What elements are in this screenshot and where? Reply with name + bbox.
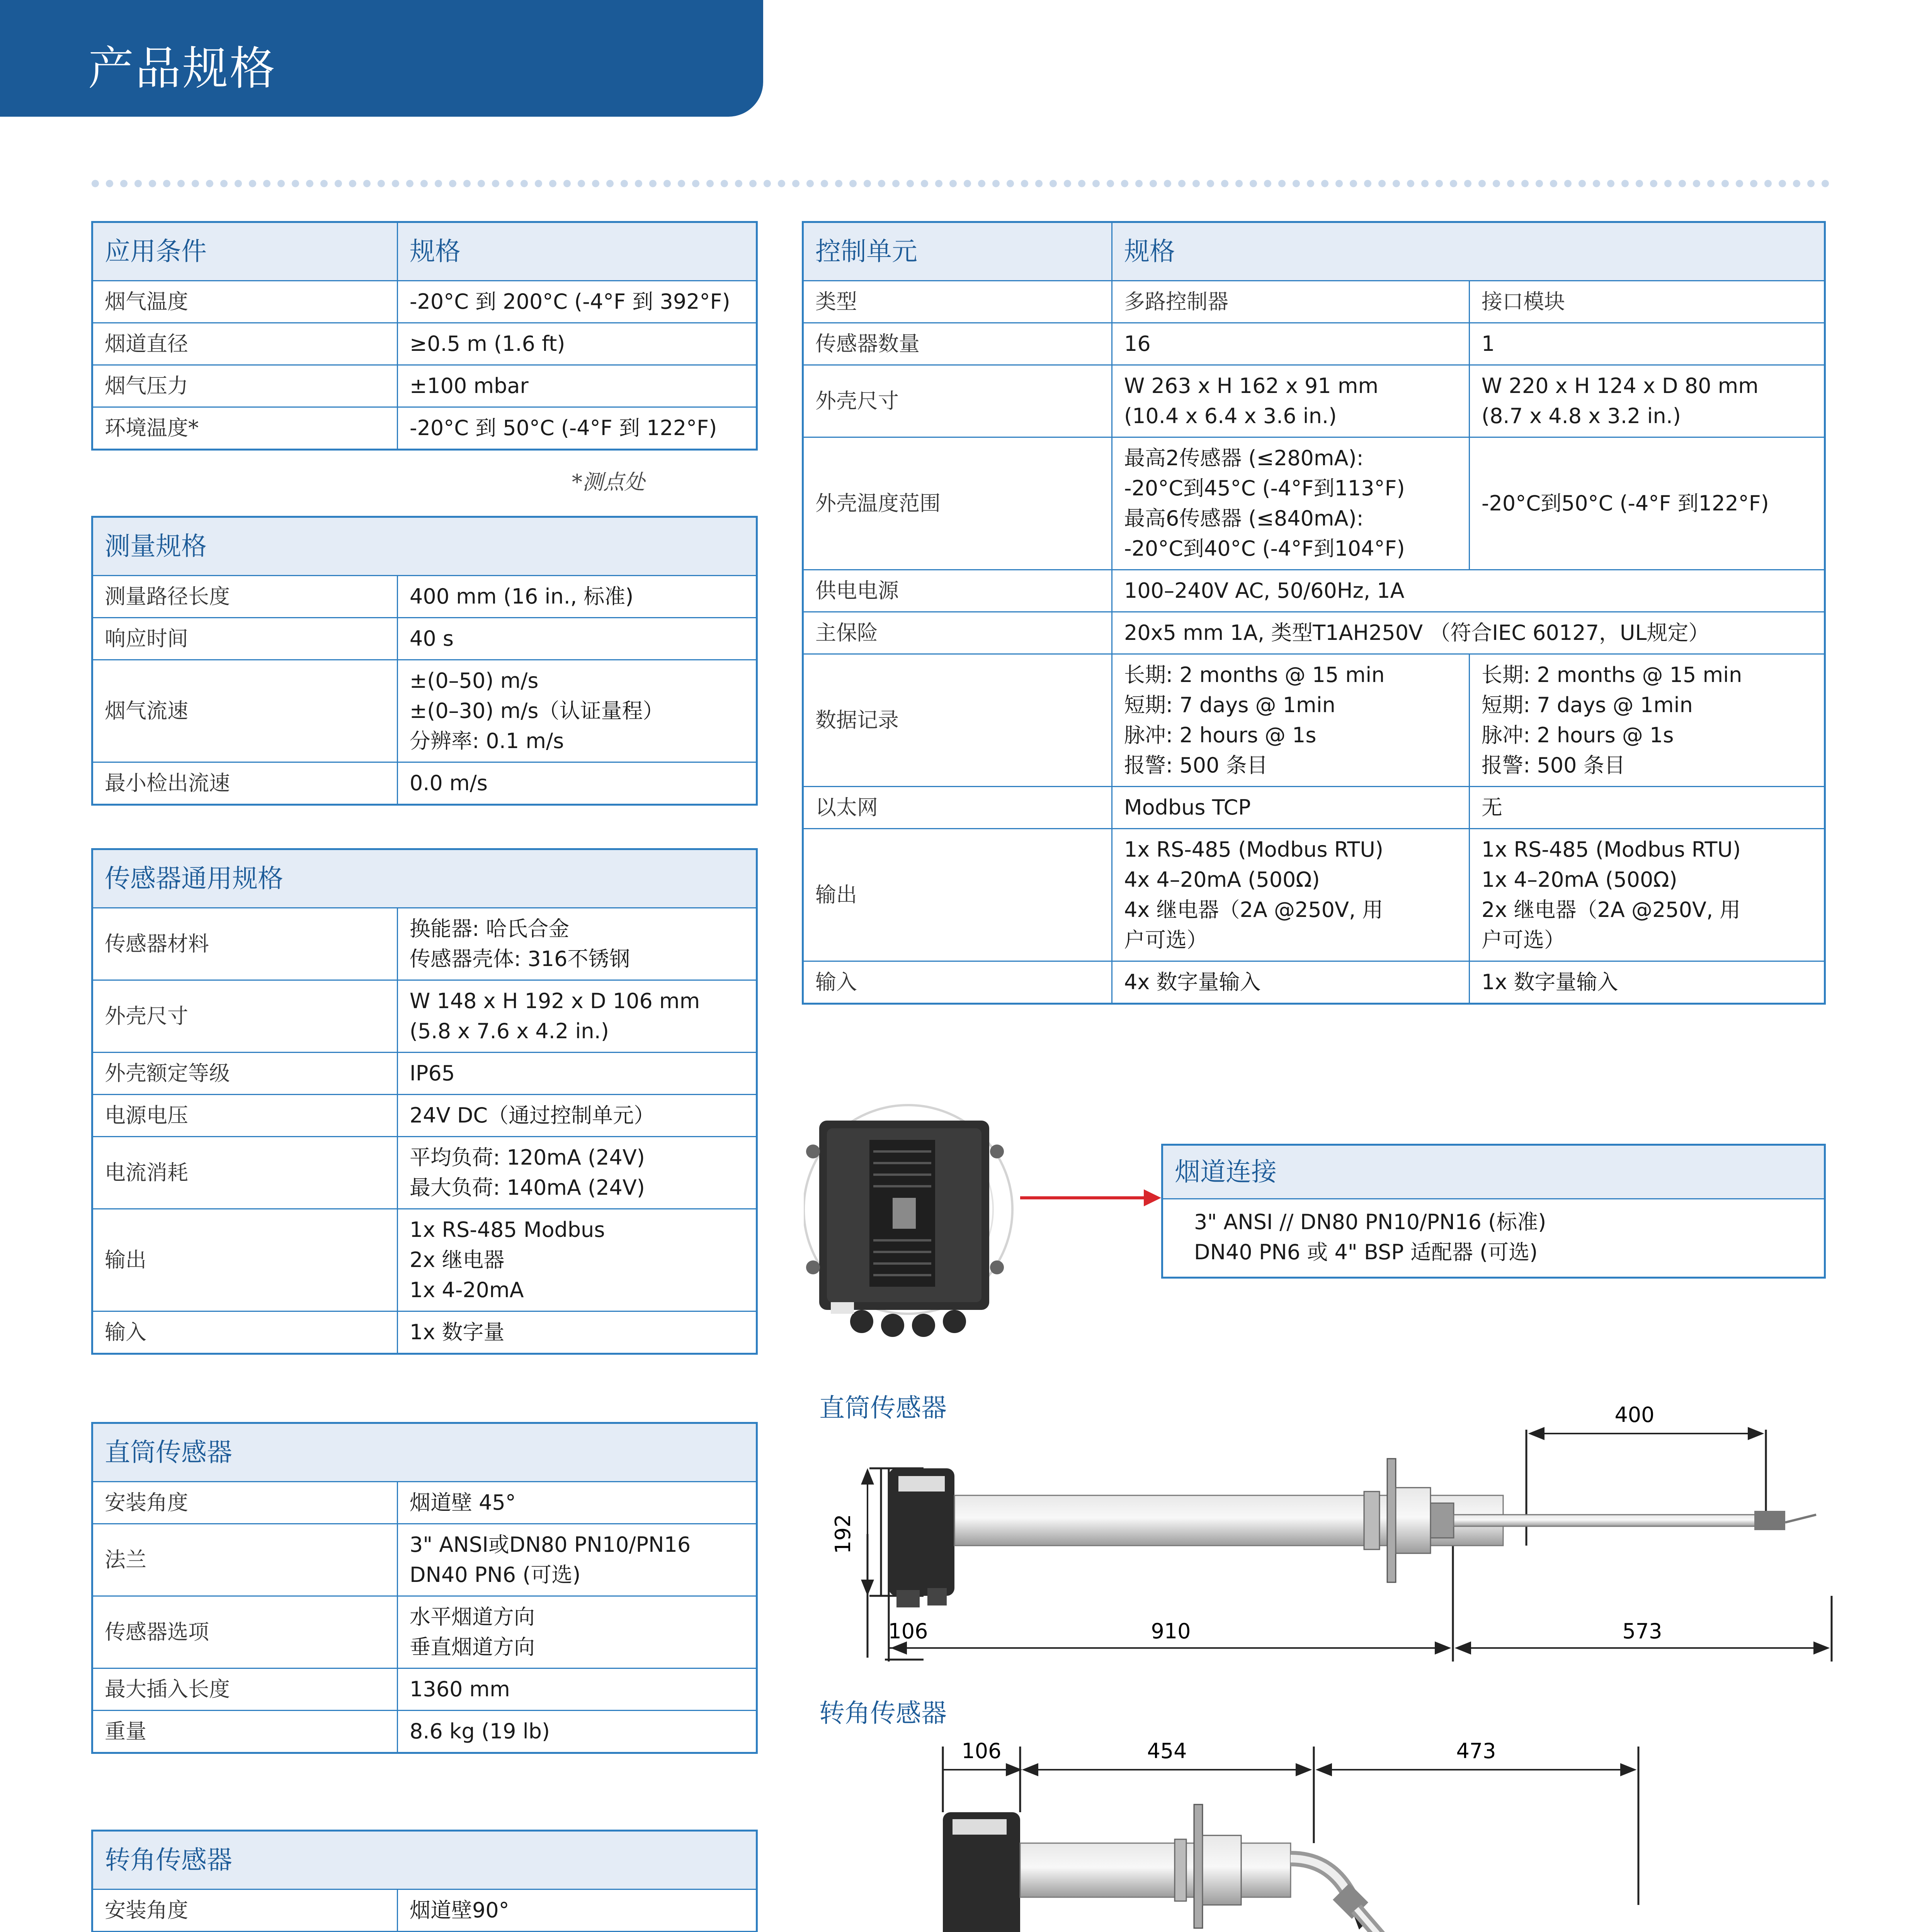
cell-line: 4x 4–20mA (500Ω) <box>1124 867 1320 892</box>
table-row <box>803 787 1825 829</box>
cell-line: 长期: 2 months @ 15 min <box>1482 663 1742 687</box>
cell-line: 分辨率: 0.1 m/s <box>410 729 564 753</box>
row-label: 供电电源 <box>803 570 1112 612</box>
cell-line: ±(0–50) m/s <box>410 668 539 693</box>
table-header: 控制单元 <box>803 222 1112 281</box>
table-row <box>92 1137 757 1209</box>
row-label: 传感器选项 <box>92 1596 398 1668</box>
cell-line: 1x 4-20mA <box>410 1278 524 1302</box>
cell-line: ±(0–30) m/s（认证量程） <box>410 699 664 723</box>
row-label: 测量路径长度 <box>92 576 398 618</box>
angled-sensor-title: 转角传感器 <box>819 1698 947 1728</box>
cell-line: 脉冲: 2 hours @ 1s <box>1482 723 1674 747</box>
cell-line: (5.8 x 7.6 x 4.2 in.) <box>410 1019 609 1043</box>
cell-line: Modbus TCP <box>1124 795 1251 820</box>
table-row <box>92 762 757 805</box>
dotted-divider <box>88 178 1831 189</box>
row-label: 烟气流速 <box>92 660 398 762</box>
cell-line: 平均负荷: 120mA (24V) <box>410 1145 645 1170</box>
cell-line: 20x5 mm 1A, 类型T1AH250V （符合IEC 60127，UL规定） <box>1124 621 1709 645</box>
page-title: 产品规格 <box>88 42 277 95</box>
row-value-interface <box>1470 829 1825 961</box>
row-value <box>398 980 757 1053</box>
duct-connection-table <box>1161 1144 1826 1279</box>
row-value-interface <box>1470 365 1825 437</box>
cell-line: 长期: 2 months @ 15 min <box>1124 663 1385 687</box>
row-value-controller <box>1112 787 1470 829</box>
row-value <box>398 1596 757 1668</box>
table-row <box>803 961 1825 1004</box>
cell-line: 1x 数字量 <box>410 1320 505 1344</box>
row-value-controller <box>1112 829 1470 961</box>
duct-line: DN40 PN6 或 4" BSP 适配器 (可选) <box>1194 1240 1538 1264</box>
row-label: 电流消耗 <box>92 1137 398 1209</box>
cell-line: 烟道壁90° <box>410 1898 509 1922</box>
cell-line: W 220 x H 124 x D 80 mm <box>1482 374 1759 398</box>
table-row <box>92 576 757 618</box>
row-value <box>398 1711 757 1753</box>
cell-line: 脉冲: 2 hours @ 1s <box>1124 723 1317 747</box>
table-row <box>92 1053 757 1095</box>
cell-line: 24V DC（通过控制单元） <box>410 1103 655 1128</box>
row-value-interface <box>1470 323 1825 365</box>
table-row <box>92 1095 757 1137</box>
table-row <box>92 1668 757 1711</box>
row-value: -20°C 到 50°C (-4°F 到 122°F) <box>398 407 757 450</box>
table-row <box>803 654 1825 787</box>
table-row <box>92 365 757 407</box>
cell-line: 4x 继电器（2A @250V, 用 <box>1124 898 1383 922</box>
row-value: ≥0.5 m (1.6 ft) <box>398 323 757 365</box>
row-value <box>1112 570 1825 612</box>
cell-line: 1x RS-485 (Modbus RTU) <box>1482 837 1741 862</box>
table-row <box>803 570 1825 612</box>
table-row <box>92 660 757 762</box>
cell-line: 短期: 7 days @ 1min <box>1124 693 1335 717</box>
cell-line: -20°C到50°C (-4°F 到122°F) <box>1482 491 1769 515</box>
cell-line: 400 mm (16 in., 标准) <box>410 584 634 609</box>
cell-line: 最高2传感器 (≤280mA): <box>1124 446 1364 470</box>
row-label: 外壳温度范围 <box>803 437 1112 570</box>
angled-sensor-table <box>91 1830 758 1932</box>
row-label: 输入 <box>803 961 1112 1004</box>
row-value: ±100 mbar <box>398 365 757 407</box>
application-conditions-table <box>91 221 758 451</box>
dim-c: 573 <box>1622 1619 1662 1643</box>
table-row <box>92 980 757 1053</box>
table-row <box>92 1209 757 1311</box>
table-row <box>803 365 1825 437</box>
table-header: 应用条件 <box>92 222 398 281</box>
row-value-controller <box>1112 961 1470 1004</box>
row-value <box>1112 612 1825 654</box>
row-label: 主保险 <box>803 612 1112 654</box>
cell-line: W 148 x H 192 x D 106 mm <box>410 989 700 1013</box>
cell-line: 烟道壁 45° <box>410 1490 516 1515</box>
dim-c: 473 <box>1456 1739 1496 1763</box>
dim-a: 106 <box>888 1619 928 1643</box>
table-header: 烟道连接 <box>1162 1145 1825 1199</box>
dim-a: 106 <box>961 1739 1002 1763</box>
row-label: 响应时间 <box>92 618 398 660</box>
dim-height: 192 <box>831 1514 855 1554</box>
table-row <box>92 908 757 980</box>
cell-line: 2x 继电器 <box>410 1248 505 1272</box>
table-header: 直筒传感器 <box>92 1423 757 1482</box>
row-value <box>398 1209 757 1311</box>
cell-line: 0.0 m/s <box>410 771 488 795</box>
table-row <box>92 1711 757 1753</box>
table-header: 规格 <box>398 222 757 281</box>
table-header: 测量规格 <box>92 517 757 576</box>
cell-line: 最高6传感器 (≤840mA): <box>1124 506 1364 531</box>
angled-sensor-diagram <box>927 1719 1662 1932</box>
cell-line: 1x RS-485 Modbus <box>410 1218 605 1242</box>
straight-sensor-diagram <box>811 1379 1839 1673</box>
row-value-controller <box>1112 437 1470 570</box>
cell-line: -20°C到45°C (-4°F到113°F) <box>1124 476 1405 500</box>
row-value <box>398 762 757 805</box>
cell-line: 户可选） <box>1124 928 1208 952</box>
row-label: 法兰 <box>92 1524 398 1596</box>
cell-line: 无 <box>1482 795 1502 820</box>
row-label: 以太网 <box>803 787 1112 829</box>
row-value <box>398 908 757 980</box>
row-label: 类型 <box>803 281 1112 323</box>
cell-line: (10.4 x 6.4 x 3.6 in.) <box>1124 404 1337 428</box>
cell-line: 户可选） <box>1482 928 1565 952</box>
row-label: 外壳尺寸 <box>92 980 398 1053</box>
arrow-icon <box>1020 1186 1163 1209</box>
row-value-controller <box>1112 323 1470 365</box>
straight-sensor-title: 直筒传感器 <box>819 1393 947 1423</box>
row-value <box>398 660 757 762</box>
cell-line: 100–240V AC, 50/60Hz, 1A <box>1124 578 1405 603</box>
row-value <box>398 1311 757 1354</box>
measurement-spec-table <box>91 516 758 806</box>
row-value <box>398 1482 757 1524</box>
row-value <box>398 618 757 660</box>
row-value-controller <box>1112 365 1470 437</box>
cell-line: 1360 mm <box>410 1677 510 1701</box>
cell-line: 最大负荷: 140mA (24V) <box>410 1175 645 1200</box>
cell-line: 换能器: 哈氏合金 <box>410 917 570 941</box>
row-label: 输出 <box>803 829 1112 961</box>
row-label: 重量 <box>92 1711 398 1753</box>
table-row <box>803 829 1825 961</box>
table-row <box>92 1889 757 1932</box>
type-interface-module: 接口模块 <box>1470 281 1825 323</box>
row-value-interface <box>1470 437 1825 570</box>
table-row <box>92 1482 757 1524</box>
row-label: 烟道直径 <box>92 323 398 365</box>
row-value <box>398 1524 757 1596</box>
straight-sensor-table <box>91 1422 758 1754</box>
cell-line: DN40 PN6 (可选) <box>410 1563 581 1587</box>
cell-line: 垂直烟道方向 <box>410 1635 535 1659</box>
row-value <box>398 1668 757 1711</box>
cell-line: 8.6 kg (19 lb) <box>410 1719 550 1743</box>
row-label: 最大插入长度 <box>92 1668 398 1711</box>
row-value <box>398 576 757 618</box>
table-header: 传感器通用规格 <box>92 849 757 908</box>
row-label: 输出 <box>92 1209 398 1311</box>
cell-line: 短期: 7 days @ 1min <box>1482 693 1693 717</box>
cell-line: 16 <box>1124 332 1151 356</box>
row-value: -20°C 到 200°C (-4°F 到 392°F) <box>398 281 757 323</box>
row-label: 传感器数量 <box>803 323 1112 365</box>
cell-line: -20°C到40°C (-4°F到104°F) <box>1124 536 1405 561</box>
row-label: 烟气温度 <box>92 281 398 323</box>
control-unit-image <box>804 1097 1020 1345</box>
row-value <box>398 1095 757 1137</box>
row-value <box>398 1889 757 1932</box>
row-value-interface <box>1470 961 1825 1004</box>
type-multi-controller: 多路控制器 <box>1112 281 1470 323</box>
cell-line: IP65 <box>410 1061 455 1085</box>
row-label: 输入 <box>92 1311 398 1354</box>
duct-line: 3" ANSI // DN80 PN10/PN16 (标准) <box>1194 1210 1546 1234</box>
row-value <box>398 1137 757 1209</box>
cell-line: 4x 数字量输入 <box>1124 970 1261 994</box>
row-value-interface <box>1470 787 1825 829</box>
cell-line: 1 <box>1482 332 1495 356</box>
row-label: 外壳尺寸 <box>803 365 1112 437</box>
table-row <box>803 612 1825 654</box>
row-label: 数据记录 <box>803 654 1112 787</box>
table-row <box>92 1311 757 1354</box>
row-value-controller <box>1112 654 1470 787</box>
ambient-note: *测点处 <box>572 470 645 494</box>
row-label: 烟气压力 <box>92 365 398 407</box>
row-label: 电源电压 <box>92 1095 398 1137</box>
row-label: 安装角度 <box>92 1482 398 1524</box>
cell-line: 1x RS-485 (Modbus RTU) <box>1124 837 1383 862</box>
dim-b: 454 <box>1147 1739 1187 1763</box>
cell-line: 报警: 500 条目 <box>1482 753 1625 777</box>
header-tab <box>0 0 763 117</box>
control-unit-table <box>802 221 1826 1005</box>
row-value-interface <box>1470 654 1825 787</box>
cell-line: 1x 4–20mA (500Ω) <box>1482 867 1677 892</box>
cell-line: 水平烟道方向 <box>410 1605 535 1629</box>
row-label: 安装角度 <box>92 1889 398 1932</box>
row-label: 外壳额定等级 <box>92 1053 398 1095</box>
table-header: 规格 <box>1112 222 1825 281</box>
sensor-general-spec-table <box>91 848 758 1355</box>
table-row <box>92 323 757 365</box>
table-row <box>92 407 757 450</box>
table-row <box>92 281 757 323</box>
table-row <box>92 1596 757 1668</box>
cell-line: 3" ANSI或DN80 PN10/PN16 <box>410 1532 691 1557</box>
table-row <box>92 618 757 660</box>
table-row <box>92 1524 757 1596</box>
table-row <box>803 437 1825 570</box>
cell-line: 报警: 500 条目 <box>1124 753 1268 777</box>
row-value <box>398 1053 757 1095</box>
cell-line: 1x 数字量输入 <box>1482 970 1618 994</box>
table-header: 转角传感器 <box>92 1831 757 1889</box>
dim-b: 910 <box>1151 1619 1191 1643</box>
row-label: 环境温度* <box>92 407 398 450</box>
row-label: 传感器材料 <box>92 908 398 980</box>
cell-line: 传感器壳体: 316不锈钢 <box>410 947 630 971</box>
table-row <box>803 323 1825 365</box>
cell-line: 2x 继电器（2A @250V, 用 <box>1482 898 1741 922</box>
dim-top: 400 <box>1614 1403 1655 1427</box>
cell-line: W 263 x H 162 x 91 mm <box>1124 374 1379 398</box>
cell-line: 40 s <box>410 626 454 651</box>
cell-line: (8.7 x 4.8 x 3.2 in.) <box>1482 404 1681 428</box>
row-label: 最小检出流速 <box>92 762 398 805</box>
